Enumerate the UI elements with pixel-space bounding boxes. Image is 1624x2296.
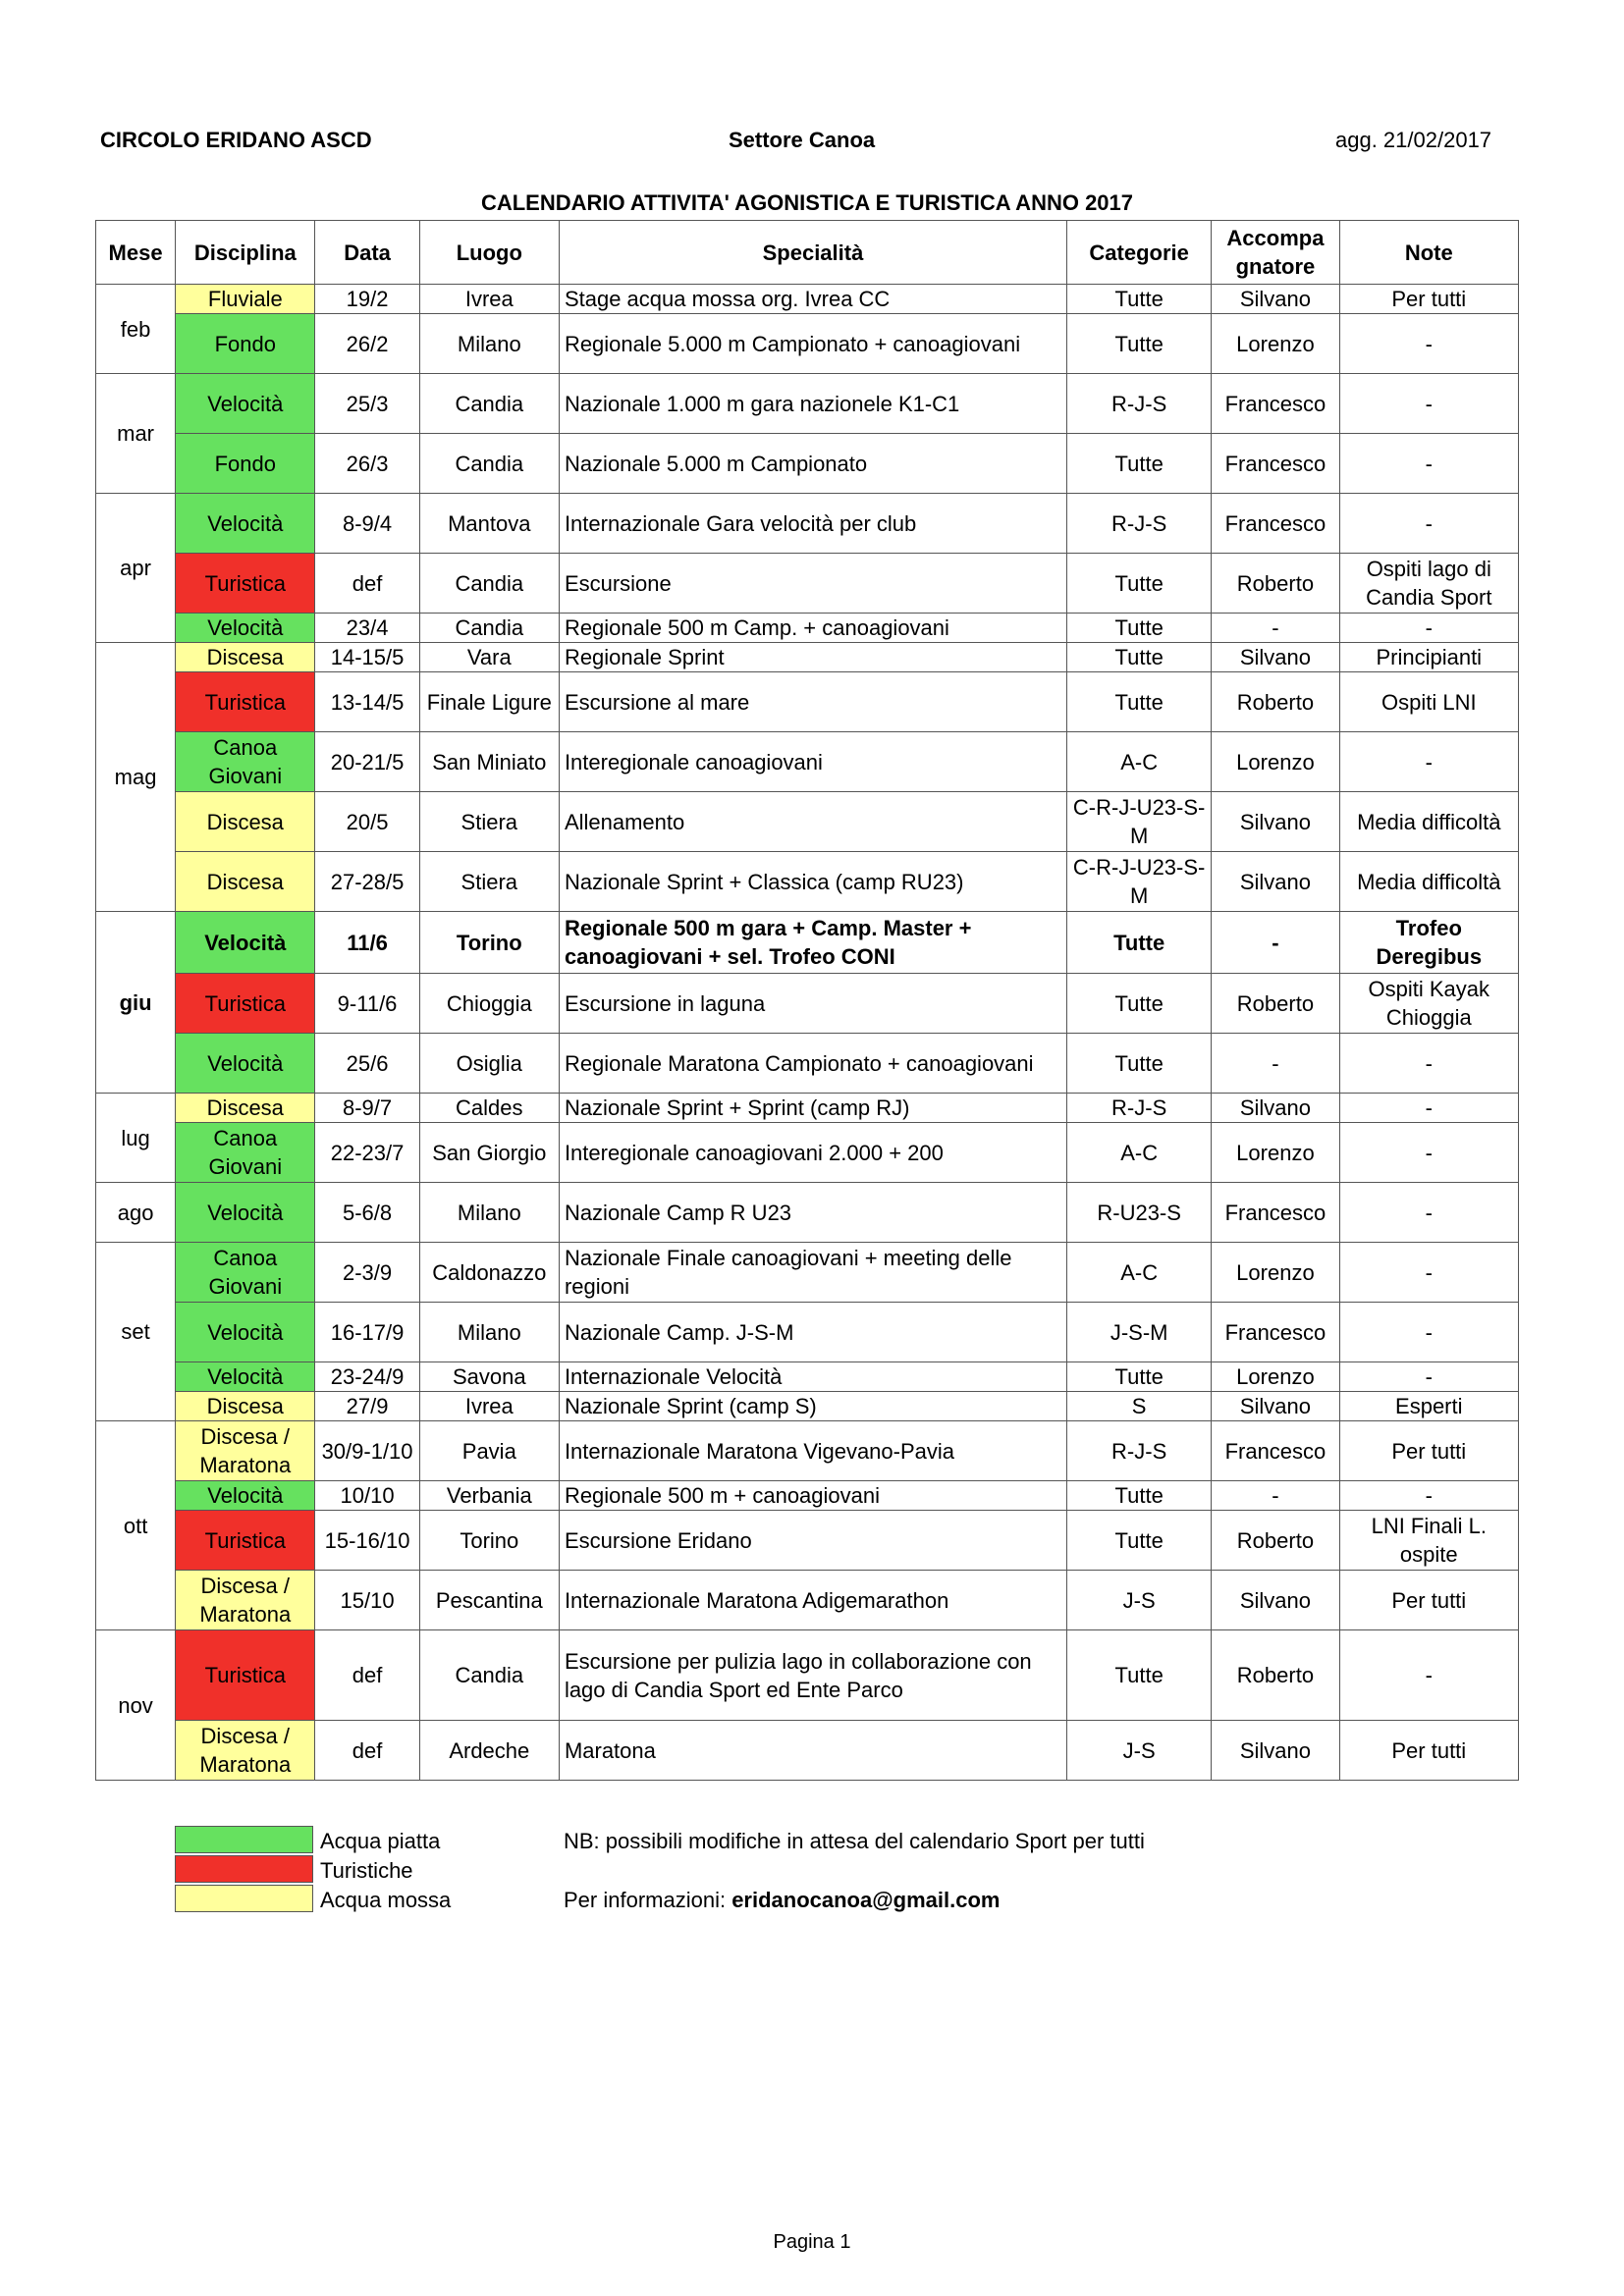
accompagnatore-cell: -: [1212, 912, 1339, 974]
specialita-cell: Internazionale Maratona Vigevano-Pavia: [559, 1421, 1066, 1481]
accompagnatore-cell: Lorenzo: [1212, 732, 1339, 792]
specialita-cell: Nazionale 1.000 m gara nazionele K1-C1: [559, 374, 1066, 434]
month-cell: nov: [96, 1630, 176, 1781]
categorie-cell: Tutte: [1067, 1362, 1212, 1392]
categorie-cell: J-S-M: [1067, 1303, 1212, 1362]
col-header-luogo: Luogo: [419, 221, 559, 285]
col-header-accompagnatore: Accompa gnatore: [1212, 221, 1339, 285]
categorie-cell: R-J-S: [1067, 1094, 1212, 1123]
luogo-cell: Candia: [419, 1630, 559, 1721]
disciplina-cell: Turistica: [176, 1511, 315, 1571]
note-cell: Trofeo Deregibus: [1339, 912, 1518, 974]
luogo-cell: Caldonazzo: [419, 1243, 559, 1303]
specialita-cell: Nazionale Sprint + Sprint (camp RJ): [559, 1094, 1066, 1123]
accompagnatore-cell: Francesco: [1212, 374, 1339, 434]
legend-label-acqua-mossa: Acqua mossa: [320, 1888, 452, 1912]
categorie-cell: Tutte: [1067, 643, 1212, 672]
categorie-cell: C-R-J-U23-S-M: [1067, 792, 1212, 852]
luogo-cell: Milano: [419, 314, 559, 374]
specialita-cell: Regionale 5.000 m Campionato + canoagiovani: [559, 314, 1066, 374]
table-row: [96, 1721, 1519, 1781]
table-header-row: [96, 221, 1519, 285]
table-row: [96, 434, 1519, 494]
col-header-disciplina: Disciplina: [176, 221, 315, 285]
page-number: Pagina 1: [773, 2231, 851, 2253]
data-cell: 27/9: [315, 1392, 419, 1421]
month-cell: mag: [96, 643, 176, 912]
disciplina-cell: Discesa / Maratona: [176, 1571, 315, 1630]
specialita-cell: Internazionale Gara velocità per club: [559, 494, 1066, 554]
note-cell: Per tutti: [1339, 285, 1518, 314]
categorie-cell: Tutte: [1067, 285, 1212, 314]
data-cell: 26/2: [315, 314, 419, 374]
disciplina-cell: Velocità: [176, 1183, 315, 1243]
data-cell: 25/6: [315, 1034, 419, 1094]
calendar-title: CALENDARIO ATTIVITA' AGONISTICA E TURISTICA ANNO 2017: [480, 190, 1134, 215]
calendar-table: [95, 220, 1519, 1781]
accompagnatore-cell: Silvano: [1212, 1392, 1339, 1421]
accompagnatore-cell: Silvano: [1212, 1571, 1339, 1630]
data-cell: 9-11/6: [315, 974, 419, 1034]
disciplina-cell: Turistica: [176, 1630, 315, 1721]
data-cell: def: [315, 1630, 419, 1721]
note-cell: -: [1339, 1481, 1518, 1511]
month-cell: feb: [96, 285, 176, 374]
note-cell: Media difficoltà: [1339, 792, 1518, 852]
specialita-cell: Nazionale Finale canoagiovani + meeting delle regioni: [559, 1243, 1066, 1303]
accompagnatore-cell: Silvano: [1212, 643, 1339, 672]
data-cell: 20-21/5: [315, 732, 419, 792]
data-cell: 8-9/7: [315, 1094, 419, 1123]
data-cell: 27-28/5: [315, 852, 419, 912]
table-row: [96, 1421, 1519, 1481]
luogo-cell: San Giorgio: [419, 1123, 559, 1183]
data-cell: 11/6: [315, 912, 419, 974]
categorie-cell: Tutte: [1067, 314, 1212, 374]
accompagnatore-cell: Lorenzo: [1212, 1362, 1339, 1392]
data-cell: def: [315, 554, 419, 614]
luogo-cell: Stiera: [419, 852, 559, 912]
luogo-cell: Milano: [419, 1303, 559, 1362]
data-cell: 25/3: [315, 374, 419, 434]
table-row: [96, 852, 1519, 912]
luogo-cell: Chioggia: [419, 974, 559, 1034]
note-cell: -: [1339, 1630, 1518, 1721]
month-cell: lug: [96, 1094, 176, 1183]
note-cell: -: [1339, 614, 1518, 643]
month-cell: giu: [96, 912, 176, 1094]
data-cell: 30/9-1/10: [315, 1421, 419, 1481]
accompagnatore-cell: Lorenzo: [1212, 1243, 1339, 1303]
luogo-cell: Candia: [419, 554, 559, 614]
luogo-cell: Milano: [419, 1183, 559, 1243]
luogo-cell: Vara: [419, 643, 559, 672]
note-cell: Media difficoltà: [1339, 852, 1518, 912]
luogo-cell: Candia: [419, 614, 559, 643]
note-cell: -: [1339, 1094, 1518, 1123]
disciplina-cell: Turistica: [176, 672, 315, 732]
luogo-cell: Osiglia: [419, 1034, 559, 1094]
accompagnatore-cell: Francesco: [1212, 1183, 1339, 1243]
col-header-categorie: Categorie: [1067, 221, 1212, 285]
specialita-cell: Interegionale canoagiovani: [559, 732, 1066, 792]
table-row: [96, 285, 1519, 314]
categorie-cell: Tutte: [1067, 554, 1212, 614]
disciplina-cell: Canoa Giovani: [176, 1123, 315, 1183]
accompagnatore-cell: Roberto: [1212, 1511, 1339, 1571]
categorie-cell: Tutte: [1067, 974, 1212, 1034]
accompagnatore-cell: -: [1212, 1481, 1339, 1511]
month-cell: mar: [96, 374, 176, 494]
nb-note: NB: possibili modifiche in attesa del calendario Sport per tutti: [564, 1829, 1145, 1853]
data-cell: 5-6/8: [315, 1183, 419, 1243]
accompagnatore-cell: Francesco: [1212, 1421, 1339, 1481]
table-row: [96, 1481, 1519, 1511]
note-cell: -: [1339, 1243, 1518, 1303]
table-row: [96, 314, 1519, 374]
col-header-specialita: Specialità: [559, 221, 1066, 285]
table-row: [96, 974, 1519, 1034]
table-row: [96, 643, 1519, 672]
categorie-cell: Tutte: [1067, 1511, 1212, 1571]
luogo-cell: Torino: [419, 912, 559, 974]
luogo-cell: Finale Ligure: [419, 672, 559, 732]
note-cell: -: [1339, 494, 1518, 554]
disciplina-cell: Velocità: [176, 494, 315, 554]
specialita-cell: Allenamento: [559, 792, 1066, 852]
disciplina-cell: Canoa Giovani: [176, 732, 315, 792]
legend-label-acqua-piatta: Acqua piatta: [320, 1829, 441, 1853]
disciplina-cell: Turistica: [176, 974, 315, 1034]
col-header-mese: Mese: [96, 221, 176, 285]
specialita-cell: Interegionale canoagiovani 2.000 + 200: [559, 1123, 1066, 1183]
data-cell: 20/5: [315, 792, 419, 852]
note-cell: -: [1339, 1034, 1518, 1094]
categorie-cell: Tutte: [1067, 614, 1212, 643]
specialita-cell: Escursione: [559, 554, 1066, 614]
categorie-cell: Tutte: [1067, 1630, 1212, 1721]
categorie-cell: R-U23-S: [1067, 1183, 1212, 1243]
disciplina-cell: Velocità: [176, 1481, 315, 1511]
table-row: [96, 1123, 1519, 1183]
disciplina-cell: Canoa Giovani: [176, 1243, 315, 1303]
note-cell: Esperti: [1339, 1392, 1518, 1421]
data-cell: 19/2: [315, 285, 419, 314]
categorie-cell: J-S: [1067, 1571, 1212, 1630]
legend-swatch-acqua-mossa: [175, 1885, 313, 1912]
disciplina-cell: Velocità: [176, 1362, 315, 1392]
luogo-cell: Ardeche: [419, 1721, 559, 1781]
categorie-cell: J-S: [1067, 1721, 1212, 1781]
col-header-note: Note: [1339, 221, 1518, 285]
accompagnatore-cell: Silvano: [1212, 285, 1339, 314]
note-cell: -: [1339, 732, 1518, 792]
categorie-cell: A-C: [1067, 732, 1212, 792]
categorie-cell: R-J-S: [1067, 374, 1212, 434]
table-row: [96, 1630, 1519, 1721]
table-row: [96, 1094, 1519, 1123]
table-row: [96, 614, 1519, 643]
accompagnatore-cell: Francesco: [1212, 434, 1339, 494]
data-cell: 15/10: [315, 1571, 419, 1630]
data-cell: def: [315, 1721, 419, 1781]
specialita-cell: Escursione per pulizia lago in collaborazione con lago di Candia Sport ed Ente Parco: [559, 1630, 1066, 1721]
specialita-cell: Stage acqua mossa org. Ivrea CC: [559, 285, 1066, 314]
contact-email-link[interactable]: eridanocanoa@gmail.com: [731, 1888, 1001, 1912]
disciplina-cell: Turistica: [176, 554, 315, 614]
specialita-cell: Internazionale Velocità: [559, 1362, 1066, 1392]
month-cell: set: [96, 1243, 176, 1421]
specialita-cell: Regionale Sprint: [559, 643, 1066, 672]
month-cell: ago: [96, 1183, 176, 1243]
categorie-cell: Tutte: [1067, 912, 1212, 974]
note-cell: -: [1339, 1362, 1518, 1392]
table-row: [96, 1392, 1519, 1421]
accompagnatore-cell: Lorenzo: [1212, 1123, 1339, 1183]
disciplina-cell: Velocità: [176, 1303, 315, 1362]
data-cell: 8-9/4: [315, 494, 419, 554]
data-cell: 10/10: [315, 1481, 419, 1511]
specialita-cell: Regionale 500 m Camp. + canoagiovani: [559, 614, 1066, 643]
accompagnatore-cell: -: [1212, 1034, 1339, 1094]
luogo-cell: Candia: [419, 434, 559, 494]
data-cell: 22-23/7: [315, 1123, 419, 1183]
note-cell: -: [1339, 1183, 1518, 1243]
note-cell: Per tutti: [1339, 1571, 1518, 1630]
note-cell: -: [1339, 1303, 1518, 1362]
note-cell: Ospiti LNI: [1339, 672, 1518, 732]
specialita-cell: Escursione Eridano: [559, 1511, 1066, 1571]
update-date: agg. 21/02/2017: [1335, 128, 1492, 152]
luogo-cell: Pavia: [419, 1421, 559, 1481]
disciplina-cell: Velocità: [176, 614, 315, 643]
categorie-cell: Tutte: [1067, 434, 1212, 494]
accompagnatore-cell: Roberto: [1212, 672, 1339, 732]
table-row: [96, 374, 1519, 434]
table-row: [96, 1034, 1519, 1094]
data-cell: 14-15/5: [315, 643, 419, 672]
table-row: [96, 1243, 1519, 1303]
note-cell: -: [1339, 434, 1518, 494]
luogo-cell: Ivrea: [419, 285, 559, 314]
month-cell: apr: [96, 494, 176, 643]
accompagnatore-cell: Silvano: [1212, 852, 1339, 912]
data-cell: 23-24/9: [315, 1362, 419, 1392]
note-cell: -: [1339, 314, 1518, 374]
specialita-cell: Regionale 500 m gara + Camp. Master + canoagiovani + sel. Trofeo CONI: [559, 912, 1066, 974]
data-cell: 16-17/9: [315, 1303, 419, 1362]
table-row: [96, 494, 1519, 554]
specialita-cell: Internazionale Maratona Adigemarathon: [559, 1571, 1066, 1630]
categorie-cell: A-C: [1067, 1243, 1212, 1303]
accompagnatore-cell: Francesco: [1212, 1303, 1339, 1362]
info-line: [564, 1888, 1001, 1913]
note-cell: LNI Finali L. ospite: [1339, 1511, 1518, 1571]
calendar-body: [96, 285, 1519, 1781]
disciplina-cell: Discesa: [176, 792, 315, 852]
table-row: [96, 554, 1519, 614]
specialita-cell: Nazionale Sprint (camp S): [559, 1392, 1066, 1421]
specialita-cell: Maratona: [559, 1721, 1066, 1781]
specialita-cell: Nazionale Camp. J-S-M: [559, 1303, 1066, 1362]
disciplina-cell: Fluviale: [176, 285, 315, 314]
table-row: [96, 1511, 1519, 1571]
data-cell: 26/3: [315, 434, 419, 494]
disciplina-cell: Discesa: [176, 1094, 315, 1123]
luogo-cell: Mantova: [419, 494, 559, 554]
note-cell: Per tutti: [1339, 1721, 1518, 1781]
note-cell: Per tutti: [1339, 1421, 1518, 1481]
specialita-cell: Nazionale Camp R U23: [559, 1183, 1066, 1243]
specialita-cell: Nazionale 5.000 m Campionato: [559, 434, 1066, 494]
accompagnatore-cell: Silvano: [1212, 1721, 1339, 1781]
specialita-cell: Regionale 500 m + canoagiovani: [559, 1481, 1066, 1511]
categorie-cell: Tutte: [1067, 672, 1212, 732]
legend-label-turistiche: Turistiche: [320, 1858, 413, 1883]
luogo-cell: Stiera: [419, 792, 559, 852]
luogo-cell: San Miniato: [419, 732, 559, 792]
accompagnatore-cell: Roberto: [1212, 1630, 1339, 1721]
note-cell: -: [1339, 1123, 1518, 1183]
disciplina-cell: Discesa / Maratona: [176, 1721, 315, 1781]
categorie-cell: R-J-S: [1067, 1421, 1212, 1481]
accompagnatore-cell: Lorenzo: [1212, 314, 1339, 374]
specialita-cell: Escursione al mare: [559, 672, 1066, 732]
table-row: [96, 1183, 1519, 1243]
table-row: [96, 732, 1519, 792]
disciplina-cell: Velocità: [176, 374, 315, 434]
data-cell: 13-14/5: [315, 672, 419, 732]
disciplina-cell: Discesa: [176, 852, 315, 912]
specialita-cell: Regionale Maratona Campionato + canoagiovani: [559, 1034, 1066, 1094]
legend-swatch-turistiche: [175, 1855, 313, 1883]
accompagnatore-cell: Silvano: [1212, 1094, 1339, 1123]
disciplina-cell: Discesa: [176, 1392, 315, 1421]
accompagnatore-cell: Silvano: [1212, 792, 1339, 852]
disciplina-cell: Velocità: [176, 912, 315, 974]
categorie-cell: C-R-J-U23-S-M: [1067, 852, 1212, 912]
luogo-cell: Verbania: [419, 1481, 559, 1511]
table-row: [96, 912, 1519, 974]
categorie-cell: R-J-S: [1067, 494, 1212, 554]
accompagnatore-cell: -: [1212, 614, 1339, 643]
specialita-cell: Escursione in laguna: [559, 974, 1066, 1034]
section-name: Settore Canoa: [729, 128, 876, 152]
legend-swatch-acqua-piatta: [175, 1826, 313, 1853]
disciplina-cell: Discesa / Maratona: [176, 1421, 315, 1481]
note-cell: -: [1339, 374, 1518, 434]
disciplina-cell: Velocità: [176, 1034, 315, 1094]
month-cell: ott: [96, 1421, 176, 1630]
table-row: [96, 672, 1519, 732]
categorie-cell: S: [1067, 1392, 1212, 1421]
luogo-cell: Candia: [419, 374, 559, 434]
note-cell: Ospiti lago di Candia Sport: [1339, 554, 1518, 614]
accompagnatore-cell: Roberto: [1212, 974, 1339, 1034]
categorie-cell: Tutte: [1067, 1481, 1212, 1511]
luogo-cell: Pescantina: [419, 1571, 559, 1630]
accompagnatore-cell: Francesco: [1212, 494, 1339, 554]
disciplina-cell: Discesa: [176, 643, 315, 672]
luogo-cell: Savona: [419, 1362, 559, 1392]
accompagnatore-cell: Roberto: [1212, 554, 1339, 614]
categorie-cell: Tutte: [1067, 1034, 1212, 1094]
categorie-cell: A-C: [1067, 1123, 1212, 1183]
info-prefix: Per informazioni:: [564, 1888, 732, 1912]
data-cell: 23/4: [315, 614, 419, 643]
data-cell: 15-16/10: [315, 1511, 419, 1571]
luogo-cell: Ivrea: [419, 1392, 559, 1421]
col-header-data: Data: [315, 221, 419, 285]
table-row: [96, 792, 1519, 852]
luogo-cell: Caldes: [419, 1094, 559, 1123]
club-name: CIRCOLO ERIDANO ASCD: [100, 128, 372, 152]
table-row: [96, 1362, 1519, 1392]
table-row: [96, 1303, 1519, 1362]
specialita-cell: Nazionale Sprint + Classica (camp RU23): [559, 852, 1066, 912]
data-cell: 2-3/9: [315, 1243, 419, 1303]
luogo-cell: Torino: [419, 1511, 559, 1571]
disciplina-cell: Fondo: [176, 434, 315, 494]
disciplina-cell: Fondo: [176, 314, 315, 374]
table-row: [96, 1571, 1519, 1630]
note-cell: Principianti: [1339, 643, 1518, 672]
note-cell: Ospiti Kayak Chioggia: [1339, 974, 1518, 1034]
